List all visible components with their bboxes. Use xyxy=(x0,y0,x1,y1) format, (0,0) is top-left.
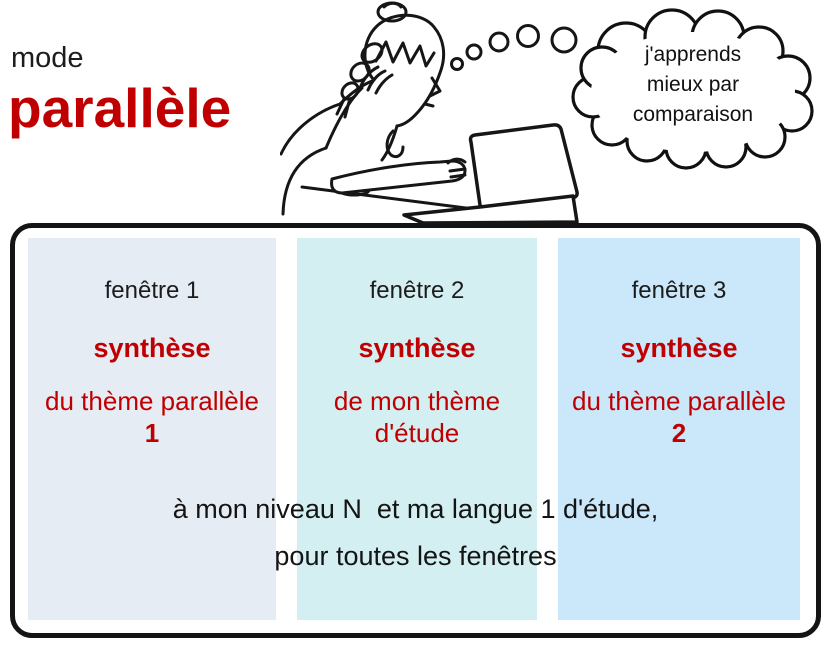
panel-footer-line1: à mon niveau N et ma langue 1 d'étude, xyxy=(172,494,659,524)
window-detail-line2: 2 xyxy=(671,418,687,448)
head-outline xyxy=(365,15,444,126)
window-detail-line1: du thème parallèle xyxy=(45,386,259,416)
page-title: parallèle xyxy=(8,77,232,139)
thought-line-2: mieux par xyxy=(646,73,740,96)
thought-line-3: comparaison xyxy=(632,103,754,126)
window-label: fenêtre 1 xyxy=(104,277,200,304)
window-emphasis: synthèse xyxy=(620,333,738,363)
window-emphasis: synthèse xyxy=(358,333,476,363)
window-detail-line2: d'étude xyxy=(374,418,460,448)
thought-bubble xyxy=(560,4,826,174)
mode-label: mode xyxy=(11,42,84,74)
thought-dots-icon xyxy=(452,26,577,70)
hair-bangs xyxy=(376,42,434,66)
window-detail-line1: de mon thème xyxy=(333,386,501,416)
window-label: fenêtre 2 xyxy=(369,277,465,304)
window-label: fenêtre 3 xyxy=(631,277,727,304)
parallel-panel xyxy=(10,223,821,638)
braid-segment xyxy=(339,80,362,103)
typing-arm xyxy=(332,159,465,193)
thought-line-1: j'apprends xyxy=(644,43,742,66)
window-detail-line1: du thème parallèle xyxy=(572,386,786,416)
panel-footer-line2: pour toutes les fenêtres xyxy=(274,541,557,571)
person-at-laptop-icon xyxy=(280,0,580,225)
window-detail-line2: 1 xyxy=(144,418,160,448)
window-emphasis: synthèse xyxy=(93,333,211,363)
thought-bubble-text xyxy=(560,4,826,174)
